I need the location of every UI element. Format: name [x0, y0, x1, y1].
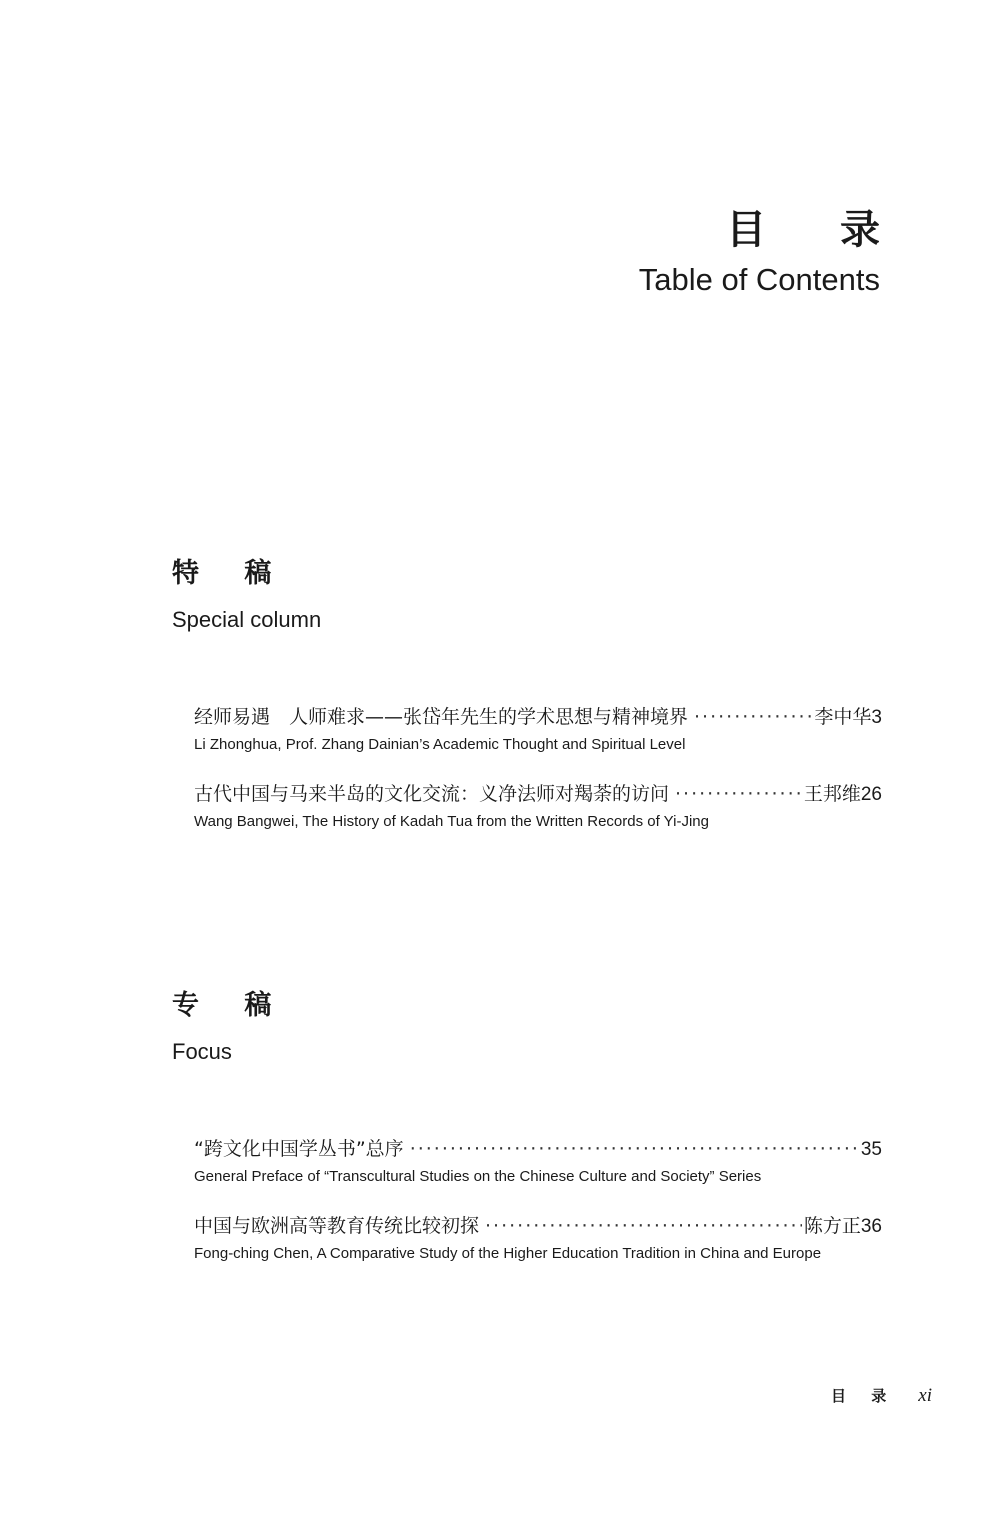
section-focus: [172, 988, 882, 1290]
dot-leader: [675, 781, 802, 807]
dot-leader: [485, 1213, 802, 1239]
dot-leader: [694, 704, 812, 730]
footer-running-title: 目 录: [831, 1387, 897, 1405]
entry-title: 古代中国与马来半岛的文化交流：义净法师对羯荼的访问: [194, 783, 670, 805]
toc-entry[interactable]: [194, 704, 882, 755]
dot-leader: [410, 1136, 859, 1162]
page-footer: [831, 1385, 932, 1407]
entry-page-number: 3: [871, 707, 882, 728]
entry-title: 经师易遇 人师难求——张岱年先生的学术思想与精神境界: [194, 706, 689, 728]
toc-entry-list: [172, 704, 882, 832]
section-title-en: Focus: [172, 1039, 232, 1064]
entry-page-number: 36: [860, 1216, 882, 1237]
entry-title: “跨文化中国学丛书”总序: [194, 1138, 404, 1160]
page-title-en: Table of Contents: [638, 262, 880, 297]
entry-english-title: Li Zhonghua, Prof. Zhang Dainian’s Academic Thought and Spiritual Level: [194, 736, 686, 753]
toc-entry[interactable]: [194, 1213, 882, 1264]
entry-author: 李中华: [814, 706, 872, 728]
entry-author: 陈方正: [803, 1215, 861, 1237]
section-title-zh: 专 稿: [172, 990, 290, 1021]
page-title-zh: 目 录: [726, 207, 910, 253]
entry-english-title: Fong-ching Chen, A Comparative Study of the Higher Education Tradition in China and Europe: [194, 1245, 822, 1262]
footer-page-number: xi: [918, 1385, 932, 1406]
toc-entry[interactable]: [194, 1136, 882, 1187]
entry-author: 王邦维: [803, 783, 861, 805]
section-title-en: Special column: [172, 607, 322, 632]
entry-page-number: 26: [860, 784, 882, 805]
section-special-column: [172, 556, 882, 858]
entry-english-title: Wang Bangwei, The History of Kadah Tua from the Written Records of Yi-Jing: [194, 813, 709, 830]
toc-entry[interactable]: [194, 781, 882, 832]
entry-title: 中国与欧洲高等教育传统比较初探: [194, 1215, 480, 1237]
section-title-zh: 特 稿: [172, 558, 290, 589]
entry-page-number: 35: [860, 1139, 882, 1160]
entry-english-title: General Preface of “Transcultural Studies on the Chinese Culture and Society” Series: [194, 1168, 762, 1185]
toc-entry-list: [172, 1136, 882, 1264]
